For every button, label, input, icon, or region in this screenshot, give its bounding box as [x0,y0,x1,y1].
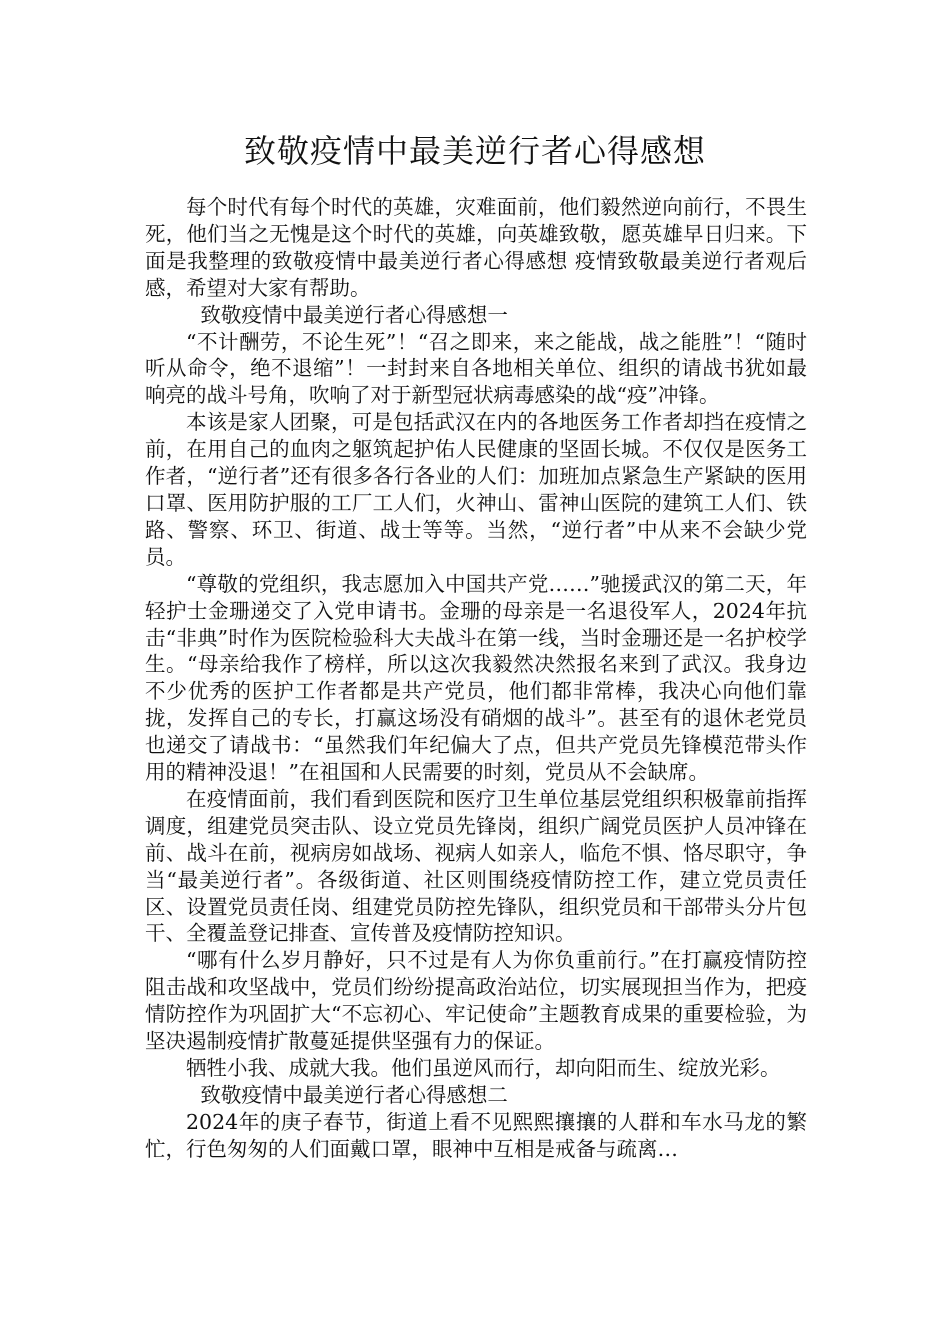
section-1-paragraph-2: 本该是家人团聚，可是包括武汉在内的各地医务工作者却挡在疫情之前，在用自己的血肉之躯筑起护佑人民健康的坚固长城。不仅仅是医务工作者，“逆行者”还有很多各行各业的人们：加班加点紧急生产紧缺的医用口罩、医用防护服的工厂工人们，火神山、雷神山医院的建筑工人们、铁路、警察、环卫、街道、战士等等。当然，“逆行者”中从来不会缺少党员。 [145,410,807,569]
section-1-paragraph-6: 牺牲小我、成就大我。他们虽逆风而行，却向阳而生、绽放光彩。 [186,1056,781,1080]
intro-paragraph: 每个时代有每个时代的英雄，灾难面前，他们毅然逆向前行，不畏生死，他们当之无愧是这个时代的英雄，向英雄致敬，愿英雄早日归来。下面是我整理的致敬疫情中最美逆行者心得感想 疫情致敬最美逆行者观后感，希望对大家有帮助。 [145,195,807,300]
document-title: 致敬疫情中最美逆行者心得感想 [243,132,706,170]
section-1-paragraph-3: “尊敬的党组织，我志愿加入中国共产党……”驰援武汉的第二天，年轻护士金珊递交了入党申请书。金珊的母亲是一名退役军人，2024年抗击“非典”时作为医院检验科大夫战斗在第一线，当时金珊还是一名护校学生。“母亲给我作了榜样，所以这次我毅然决然报名来到了武汉。我身边不少优秀的医护工作者都是共产党员，他们都非常棒，我决心向他们靠拢，发挥自己的专长，打赢这场没有硝烟的战斗”。甚至有的退休老党员也递交了请战书：“虽然我们年纪偏大了点，但共产党员先锋模范带头作用的精神没退！”在祖国和人民需要的时刻，党员从不会缺席。 [145,571,807,785]
section-2-paragraph-1: 2024年的庚子春节，街道上看不见熙熙攘攘的人群和车水马龙的繁忙，行色匆匆的人们面戴口罩，眼神中互相是戒备与疏离… [145,1109,807,1161]
section-1-paragraph-5: “哪有什么岁月静好，只不过是有人为你负重前行。”在打赢疫情防控阻击战和攻坚战中，党员们纷纷提高政治站位，切实展现担当作为，把疫情防控作为巩固扩大“不忘初心、牢记使命”主题教育成果的重要检验，为坚决遏制疫情扩散蔓延提供坚强有力的保证。 [145,948,807,1054]
document-body [145,194,807,1163]
section-1-heading: 致敬疫情中最美逆行者心得感想一 [200,302,508,327]
section-1-paragraph-1: “不计酬劳，不论生死”！“召之即来，来之能战，战之能胜”！“随时听从命令，绝不退缩”！一封封来自各地相关单位、组织的请战书犹如最响亮的战斗号角，吹响了对于新型冠状病毒感染的战“疫”冲锋。 [145,329,807,408]
section-1-paragraph-4: 在疫情面前，我们看到医院和医疗卫生单位基层党组织积极靠前指挥调度，组建党员突击队、设立党员先锋岗，组织广阔党员医护人员冲锋在前、战斗在前，视病房如战场、视病人如亲人，临危不惧、恪尽职守，争当“最美逆行者”。各级街道、社区则围绕疫情防控工作，建立党员责任区、设置党员责任岗、组建党员防控先锋队，组织党员和干部带头分片包干、全覆盖登记排查、宣传普及疫情防控知识。 [145,786,807,946]
section-2-heading: 致敬疫情中最美逆行者心得感想二 [200,1082,508,1107]
